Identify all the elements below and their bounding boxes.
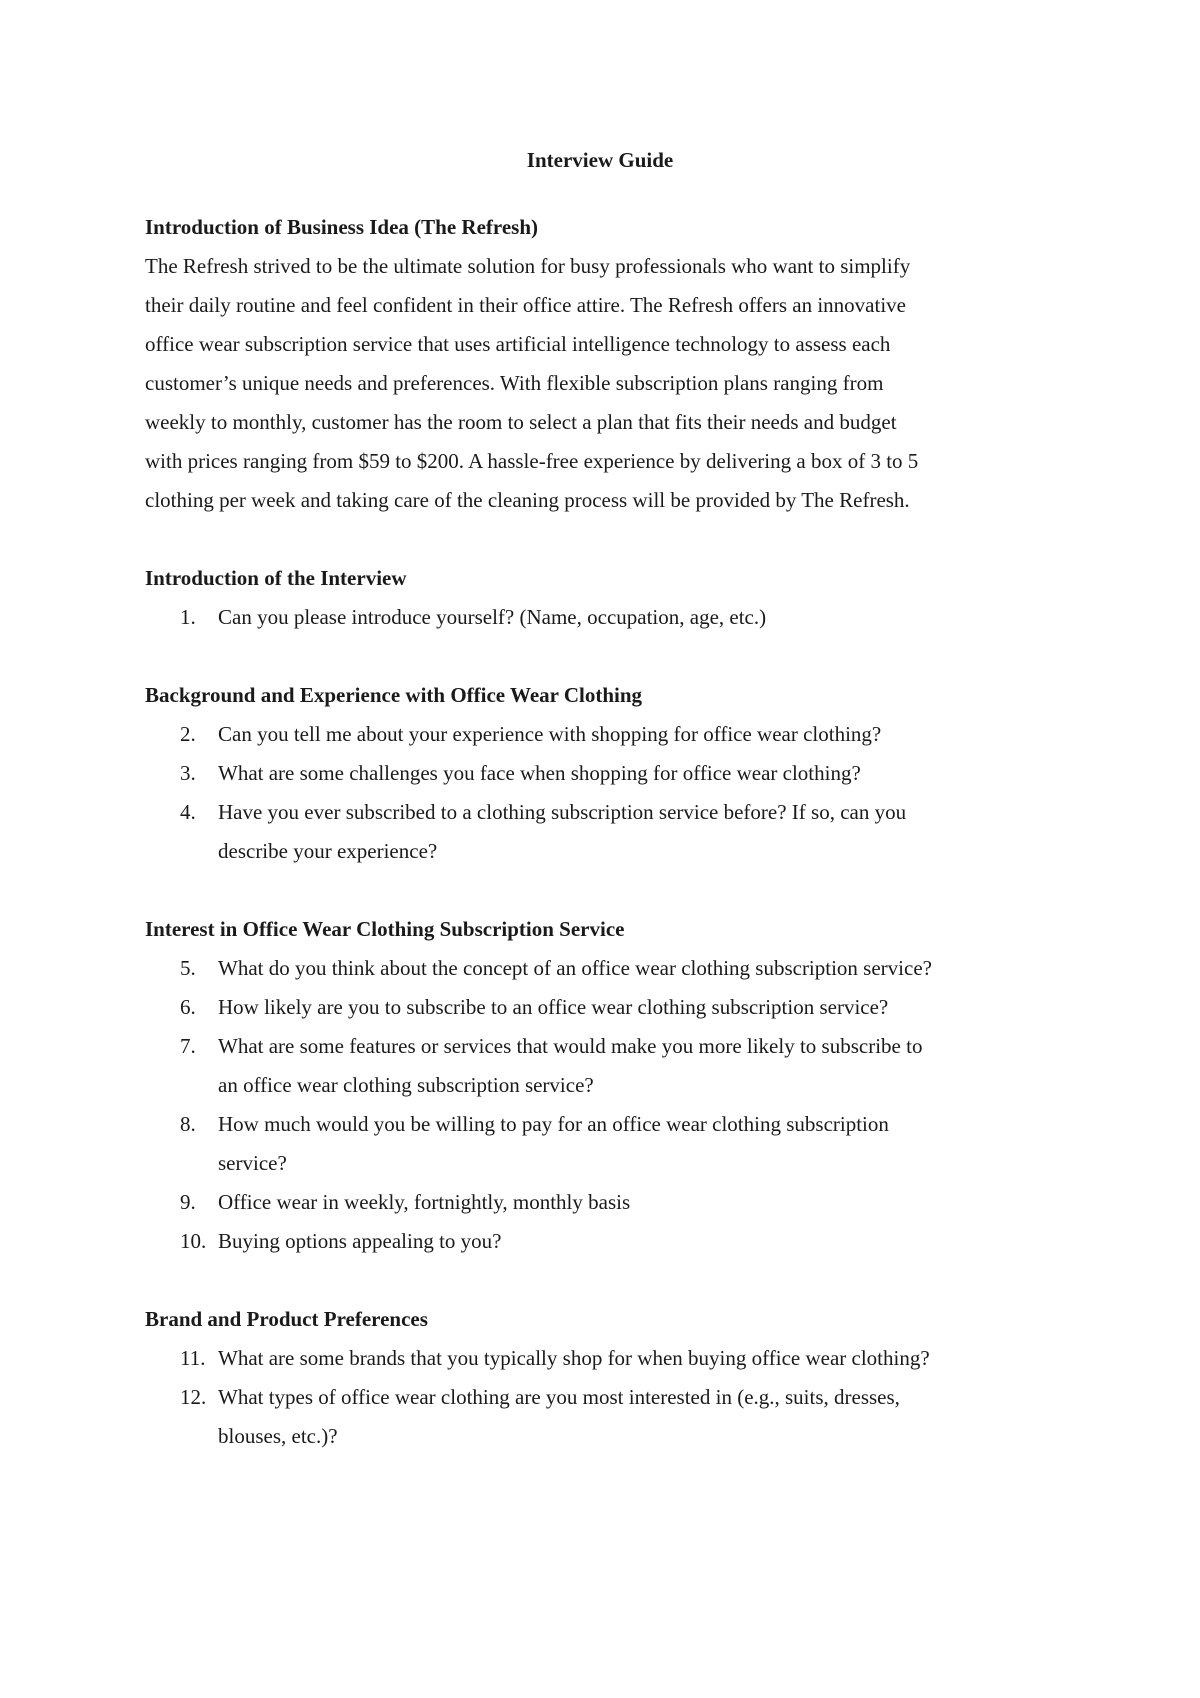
question-number: 11. (180, 1346, 206, 1370)
section-heading-brand-preferences: Brand and Product Preferences (145, 1307, 428, 1331)
paragraph-line: with prices ranging from $59 to $200. A hassle-free experience by delivering a box of 3 to 5 (145, 449, 919, 473)
question-text: Can you tell me about your experience with shopping for office wear clothing? (218, 722, 882, 746)
section-heading-business-idea: Introduction of Business Idea (The Refresh) (145, 215, 539, 239)
question-number: 12. (180, 1385, 207, 1409)
question-text: What are some challenges you face when shopping for office wear clothing? (218, 761, 861, 785)
question-text: Buying options appealing to you? (218, 1229, 502, 1253)
section-heading-interest: Interest in Office Wear Clothing Subscription Service (145, 917, 625, 941)
section-heading-background: Background and Experience with Office Wear Clothing (145, 683, 643, 707)
question-text: Office wear in weekly, fortnightly, monthly basis (218, 1190, 631, 1214)
paragraph-line: The Refresh strived to be the ultimate solution for busy professionals who want to simplify (145, 254, 911, 278)
question-number: 4. (180, 800, 196, 824)
question-number: 3. (180, 761, 196, 785)
question-text-continued: service? (218, 1151, 287, 1175)
paragraph-line: their daily routine and feel confident in their office attire. The Refresh offers an innovative (145, 293, 906, 317)
question-number: 1. (180, 605, 196, 629)
question-text: What do you think about the concept of an office wear clothing subscription service? (218, 956, 932, 980)
document-title: Interview Guide (526, 148, 674, 172)
question-text-continued: blouses, etc.)? (218, 1424, 338, 1448)
question-text: Have you ever subscribed to a clothing subscription service before? If so, can you (218, 800, 907, 824)
question-text-continued: an office wear clothing subscription service? (218, 1073, 594, 1097)
question-text: What types of office wear clothing are you most interested in (e.g., suits, dresses, (218, 1385, 900, 1409)
question-number: 7. (180, 1034, 196, 1058)
question-text: How likely are you to subscribe to an office wear clothing subscription service? (218, 995, 889, 1019)
paragraph-line: office wear subscription service that uses artificial intelligence technology to assess each (145, 332, 891, 356)
question-text: What are some brands that you typically shop for when buying office wear clothing? (218, 1346, 930, 1370)
question-text-continued: describe your experience? (218, 839, 438, 863)
question-number: 10. (180, 1229, 207, 1253)
question-text: What are some features or services that would make you more likely to subscribe to (218, 1034, 923, 1058)
paragraph-line: clothing per week and taking care of the cleaning process will be provided by The Refresh. (145, 488, 910, 512)
question-number: 5. (180, 956, 196, 980)
section-heading-interview-intro: Introduction of the Interview (145, 566, 407, 590)
question-text: How much would you be willing to pay for an office wear clothing subscription (218, 1112, 889, 1136)
paragraph-line: weekly to monthly, customer has the room to select a plan that fits their needs and budget (145, 410, 897, 434)
question-text: Can you please introduce yourself? (Name, occupation, age, etc.) (218, 605, 767, 629)
question-number: 9. (180, 1190, 196, 1214)
question-number: 6. (180, 995, 196, 1019)
paragraph-line: customer’s unique needs and preferences. With flexible subscription plans ranging from (145, 371, 884, 395)
question-number: 8. (180, 1112, 196, 1136)
question-number: 2. (180, 722, 196, 746)
